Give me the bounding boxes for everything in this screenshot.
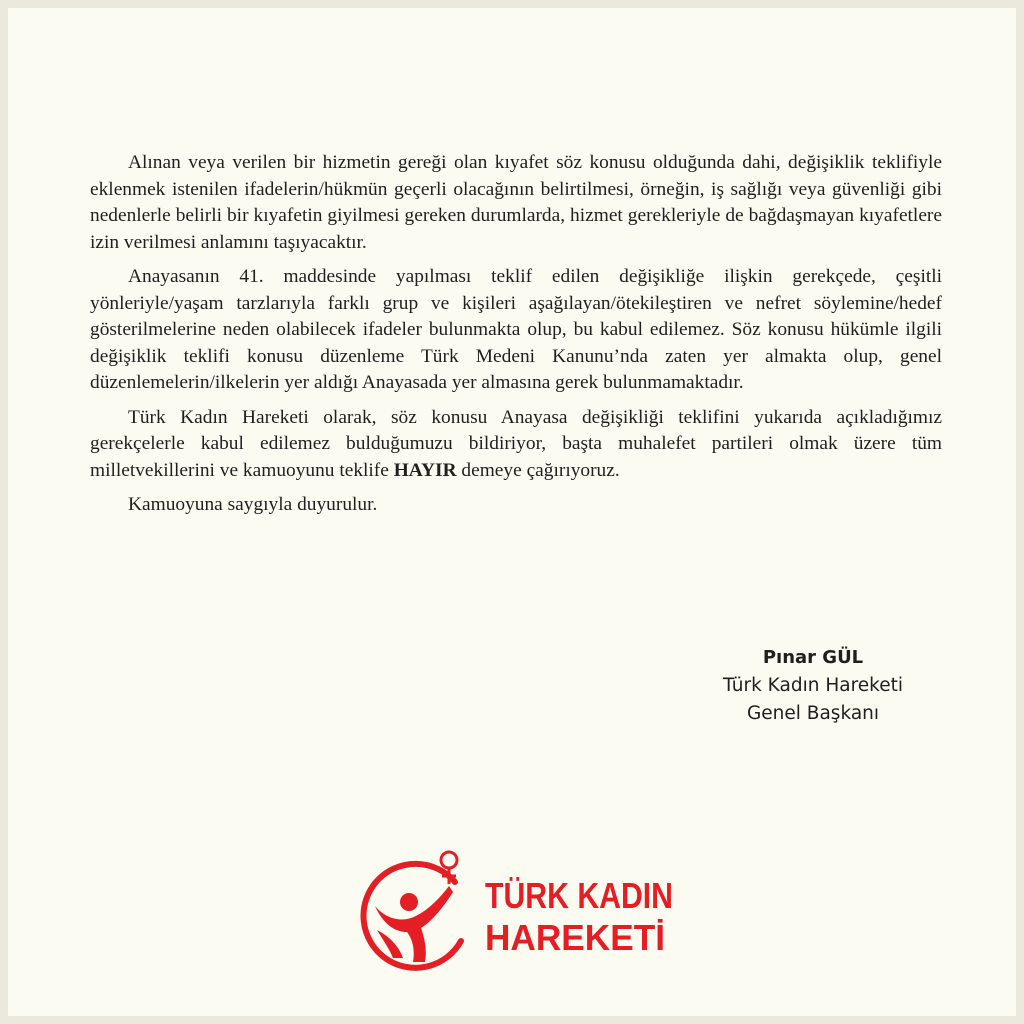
paragraph-1 bbox=[90, 150, 942, 256]
organization-logo bbox=[363, 846, 683, 971]
logo-emblem-icon bbox=[364, 852, 461, 968]
paragraph-1-text: Alınan veya verilen bir hizmetin gereği olan kıyafet söz konusu olduğunda dahi, değişiklik teklifiyle eklenmek istenilen ifadelerin/hükmün geçerli olacağının belirtilmesi, örneğin, iş sağlığı veya güvenliği gibi nedenlerle belirli bir kıyafetin giyilmesi gereken durumlarda, hizmet gerekleriyle de bağdaşmayan kıyafetlere izin verilmesi anlamını taşıyacaktır. bbox=[90, 152, 942, 253]
letter-body bbox=[90, 150, 942, 527]
paragraph-2-text: Anayasanın 41. maddesinde yapılması teklif edilen değişikliğe ilişkin gerekçede, çeşitli yönleriyle/yaşam tarzlarıyla farklı grup ve kişileri aşağılayan/ötekileştiren ve nefret söylemine/hedef gösterilmelerine neden olabilecek ifadeler bulunmakta olup, bu kabul edilemez. Söz konusu hükümle ilgili değişiklik teklifi konusu düzenleme Türk Medeni Kanunu’nda zaten yer almakta olup, genel düzenlemelerin/ilkelerin yer aldığı Anayasada yer almasına gerek bulunmamaktadır. bbox=[90, 266, 942, 393]
letter-page bbox=[8, 8, 1016, 1016]
paragraph-2 bbox=[90, 264, 942, 397]
logo-text-line-1: TÜRK KADIN bbox=[485, 875, 673, 916]
paragraph-3 bbox=[90, 405, 942, 485]
paragraph-3-text-a: Türk Kadın Hareketi olarak, söz konusu Anayasa değişikliği teklifini yukarıda açıkladığımız gerekçelerle kabul edilemez bulduğumuzu bildiriyor, başta muhalefet partileri olmak üzere tüm milletvekillerini ve kamuoyunu teklife bbox=[90, 406, 942, 481]
signature-block bbox=[698, 644, 928, 728]
signatory-title: Genel Başkanı bbox=[746, 703, 880, 724]
logo-text-line-2: HAREKETİ bbox=[485, 917, 665, 958]
paragraph-3-text-b: demeye çağırıyoruz. bbox=[456, 459, 620, 481]
closing-line: Kamuoyuna saygıyla duyurulur. bbox=[128, 494, 378, 515]
signatory-organization: Türk Kadın Hareketi bbox=[723, 675, 903, 696]
signatory-name: Pınar GÜL bbox=[762, 647, 864, 668]
emphasis-hayir: HAYIR bbox=[393, 459, 457, 481]
